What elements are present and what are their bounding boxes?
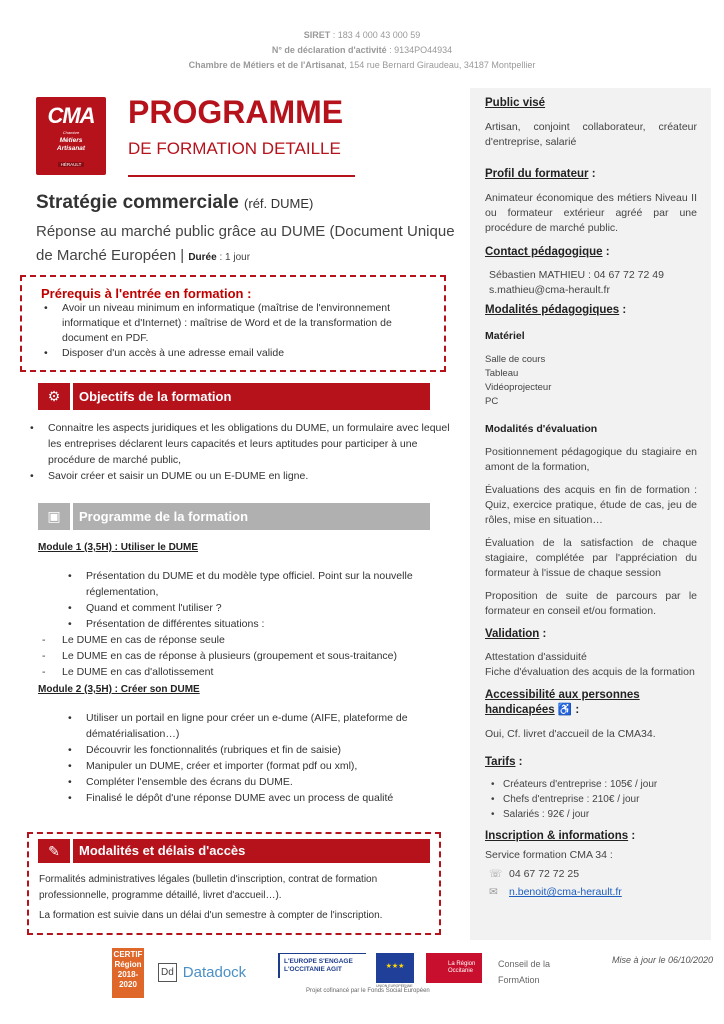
access-box: ✎ Modalités et délais d'accès Formalités administratives légales (bulletin d'inscription, contrat de formation professionnelle, programme détaillé, livret d'accueil…). La formation est suivie dans un délai d'un semestre à compter de l'inscription. [27, 832, 441, 935]
programme-header: ▣ Programme de la formation [38, 503, 430, 530]
objectives-list: • Connaitre les aspects juridiques et les obligations du DUME, un formulaire avec lequel les entreprises déclarent leurs capacités et leurs aptitudes pour participer à une procédure de marché public, • Savoir créer et saisir un DUME ou un E-DUME en ligne. [24, 420, 452, 484]
title-divider [128, 175, 355, 177]
prerequisites-box: Prérequis à l'entrée en formation : • Avoir un niveau minimum en informatique (maîtrise de l'environnement informatique et d'Internet) : maîtrise de Word et de la transformation de document en PDF. • Disposer d'un accès à une adresse email valide [20, 275, 446, 372]
programme-content: Module 1 (3,5H) : Utiliser le DUME • Présentation du DUME et du modèle type officiel. Point sur la nouvelle réglementation, • Quand et comment l'utiliser ? • Présentation de différentes situations : - Le DUME en cas de réponse seule - Le DUME en cas de réponse à plusieurs (groupement et sous-traitance) - Le DUME en cas d'allotissement Module 2 (3,5H) : Créer son DUME • Utiliser un portail en ligne pour créer un e-dume (AIFE, plateforme de dématérialisation…) • Découvrir les fonctionnalités (rubriques et fin de saisie) • Manipuler un DUME, créer et importer (format pdf ou xml), • Compléter l'ensemble des écrans du DUME. • Finalisé le dépôt d'une réponse DUME avec un process de qualité [38, 540, 448, 806]
checklist-icon: ✎ [38, 839, 70, 863]
page-subtitle: DE FORMATION DETAILLE [128, 139, 341, 158]
europe-occitanie-logo: L'EUROPE S'ENGAGE L'OCCITANIE AGIT [278, 953, 366, 978]
sidebar: Public visé Artisan, conjoint collaborateur, créateur d'entreprise, salarié Profil du formateur : Animateur économique des métiers Niveau II ou formateur extérieur agréé par une procédure de marché public. Contact pédagogique : Sébastien MATHIEU : 04 67 72 72 49 s.mathieu@cma-herault.fr Modalités pédagogiques : Matériel Salle de cours Tableau Vidéoprojecteur PC Modalités d'évaluation Positionnement pédagogique du stagiaire en amont de la formation, Évaluations des acquis en fin de formation : Quiz, exercice pratique, étude de cas, jeu de rôles, mise en situation… Évaluation de la satisfaction de chaque stagiaire, complétée par l'appréciation du formateur à l'issue de chaque session Proposition de suite de parcours par le formateur en conseil et/ou formation. Validation : Attestation d'assiduité Fiche d'évaluation des acquis de la formation Accessibilité aux personnes handicapées ♿ : Oui, Cf. livret d'accueil de la CMA34. Tarifs : • Créateurs d'entreprise : 105€ / jour • Chefs d'entreprise : 210€ / jour • Salariés : 92€ / jour Inscription & informations : Service formation CMA 34 : ☏ 04 67 72 72 25 ✉ n.benoit@cma-herault.fr [470, 88, 711, 940]
wheelchair-icon: ♿ [557, 704, 573, 716]
occitanie-region-logo: La Région Occitanie [426, 953, 482, 983]
certif-region-logo: CERTIF Région 2018-2020 [112, 948, 144, 998]
cma-logo: CMA Chambre Métiers Artisanat HÉRAULT [36, 97, 106, 175]
email-icon: ✉ [489, 886, 498, 898]
page-title: PROGRAMME [128, 94, 344, 130]
org-header: SIRET : 183 4 000 43 000 59 N° de déclaration d'activité : 9134PO44934 Chambre de Métiers et de l'Artisanat, 154 rue Bernard Giraudeau, 34187 Montpellier [188, 30, 536, 70]
email-link[interactable]: n.benoit@cma-herault.fr [509, 886, 622, 898]
phone-icon: ☏ [489, 868, 503, 880]
objectives-header: ⚙ Objectifs de la formation [38, 383, 430, 410]
datadock-logo: Dd Datadock [158, 960, 268, 984]
formation-council-logo: Conseil de la FormAtion [498, 959, 551, 985]
eu-flag-logo: ★★★ [376, 953, 414, 983]
course-title: Stratégie commerciale (réf. DUME) [36, 192, 314, 213]
gears-icon: ⚙ [38, 383, 70, 410]
fse-caption: Projet cofinancé par le Fonds Social Européen [306, 988, 430, 994]
course-description: Réponse au marché public grâce au DUME (Document Unique de Marché Européen | Durée : 1 jour [36, 223, 455, 264]
update-date: Mise à jour le 06/10/2020 [612, 955, 714, 965]
briefcase-icon: ▣ [38, 503, 70, 530]
